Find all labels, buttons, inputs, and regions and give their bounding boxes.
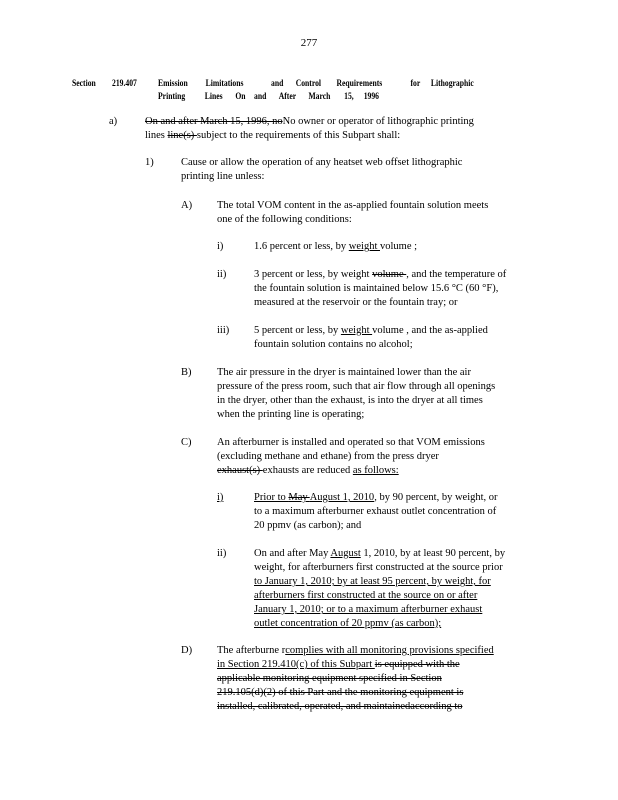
text-line: The total VOM content in the as-applied fountain solution meets [217, 200, 489, 211]
title-word: On [235, 91, 246, 101]
subparagraph-D-label: D) [181, 645, 193, 656]
text: lines [145, 130, 168, 141]
text-line: Cause or allow the operation of any heatset web offset lithographic [181, 157, 463, 168]
text-line: in the dryer, other than the exhaust, is into the dryer at all times [217, 395, 483, 406]
inserted-text: No owner or operator of lithographic printing [282, 116, 474, 127]
text-line [217, 658, 494, 672]
text-line: the fountain solution is maintained below 15.6 °C (60 °F), [254, 283, 499, 294]
deleted-line: installed, calibrated, operated, and maintainedaccording to [217, 701, 463, 712]
item-C-i-label: i) [217, 492, 224, 503]
title-word: Emission [158, 78, 188, 88]
text-line: one of the following conditions: [217, 214, 352, 225]
inserted-text: complies with all monitoring provisions specified [285, 645, 494, 656]
text-line: An afterburner is installed and operated so that VOM emissions [217, 437, 485, 448]
deleted-line: applicable monitoring equipment specified in Section [217, 673, 442, 684]
text-line [254, 547, 505, 561]
text-line [254, 491, 498, 505]
item-iii-text [254, 324, 488, 352]
deleted-text: is equipped with the [374, 659, 460, 670]
subsection-a-text [145, 115, 474, 143]
text-line: weight, for afterburners first constructed at the source prior [254, 562, 503, 573]
text-line: 20 ppmv (as carbon); and [254, 520, 362, 531]
inserted-text: August 1, 2010 [309, 492, 375, 503]
inserted-text: weight [348, 241, 380, 252]
title-word: 15, [344, 91, 354, 101]
text-line: printing line unless: [181, 171, 265, 182]
deleted-text: On and after March 15, 1996, no [145, 116, 283, 127]
subparagraph-A-text [217, 199, 488, 227]
page-number: 277 [300, 37, 318, 49]
inserted-line: afterburners first constructed at the source on or after [254, 590, 478, 601]
text-line [145, 115, 474, 129]
title-word: March [308, 91, 331, 101]
subparagraph-C-text [217, 436, 485, 478]
text-line [217, 464, 485, 478]
text-line: to a maximum afterburner exhaust outlet concentration of [254, 506, 497, 517]
title-word: Printing [158, 91, 186, 101]
text-line [217, 644, 494, 658]
text: , by 90 percent, by weight, or [374, 492, 498, 503]
inserted-line: to January 1, 2010; by at least 95 percent, by weight, for [254, 576, 491, 587]
title-word: Lines [204, 91, 223, 101]
title-word: 1996 [363, 91, 379, 101]
deleted-line: 219.105(d)(2) of this Part and the monitoring equipment is [217, 687, 464, 698]
text: 1, 2010, by at least 90 percent, by [360, 548, 506, 559]
deleted-text: line(s) [167, 130, 197, 141]
inserted-line: outlet concentration of 20 ppmv (as carbon); [254, 618, 442, 629]
title-word: After [278, 91, 297, 101]
title-word: Requirements [336, 78, 383, 88]
text: Prior to [254, 492, 289, 503]
text: exhausts are reduced [262, 465, 353, 476]
subparagraph-A-label: A) [181, 200, 193, 211]
item-ii-label: ii) [217, 269, 227, 280]
text: volume , and the as-applied [372, 325, 488, 336]
inserted-text: weight [340, 325, 373, 336]
text: On and after May [254, 548, 331, 559]
text: subject to the requirements of this Subpart shall: [196, 130, 401, 141]
text: 3 percent or less, by weight [254, 269, 373, 280]
title-word: Limitations [205, 78, 244, 88]
item-C-ii-label: ii) [217, 548, 227, 559]
text-line: when the printing line is operating; [217, 409, 365, 420]
text: 5 percent or less, by [254, 325, 341, 336]
paragraph-1-text [181, 156, 462, 184]
title-word: and [271, 78, 284, 88]
title-word: and [254, 91, 267, 101]
inserted-text: in Section 219.410(c) of this Subpart [217, 659, 375, 670]
inserted-text: as follows: [352, 465, 399, 476]
item-C-ii-text [254, 547, 505, 631]
text-line: pressure of the press room, such that air flow through all openings [217, 381, 496, 392]
item-C-i-text [254, 491, 498, 533]
text-line: The air pressure in the dryer is maintained lower than the air [217, 367, 471, 378]
inserted-text: August [330, 548, 361, 559]
text-line: fountain solution contains no alcohol; [254, 339, 413, 350]
text-line [254, 324, 488, 338]
title-word: for [410, 78, 421, 88]
text: , and the temperature of [406, 269, 507, 280]
item-ii-text [254, 268, 506, 310]
deleted-text: exhaust(s) [217, 465, 263, 476]
text-line: measured at the reservoir or the fountain tray; or [254, 297, 458, 308]
text: 1.6 percent or less, by [254, 241, 349, 252]
item-i-text [254, 240, 417, 254]
inserted-line: January 1, 2010; or to a maximum afterburner exhaust [254, 604, 483, 615]
text: The afterburne r [217, 645, 286, 656]
section-label: Section [72, 78, 96, 88]
item-i-label: i) [217, 241, 224, 252]
text-line: (excluding methane and ethane) from the press dryer [217, 451, 439, 462]
text-line [145, 129, 474, 143]
subparagraph-C-label: C) [181, 437, 192, 448]
text-line [254, 268, 506, 282]
deleted-text: May [288, 492, 310, 503]
paragraph-1-label: 1) [145, 157, 154, 168]
text-line [254, 240, 417, 254]
title-word: Control [295, 78, 322, 88]
title-word: Lithographic [430, 78, 474, 88]
deleted-text: volume [372, 269, 407, 280]
subparagraph-B-label: B) [181, 367, 192, 378]
subsection-a-label: a) [109, 116, 118, 127]
text: volume ; [379, 241, 418, 252]
item-iii-label: iii) [217, 325, 230, 336]
subparagraph-D-text [217, 644, 494, 714]
subparagraph-B-text [217, 366, 495, 422]
section-number: 219.407 [112, 78, 137, 88]
